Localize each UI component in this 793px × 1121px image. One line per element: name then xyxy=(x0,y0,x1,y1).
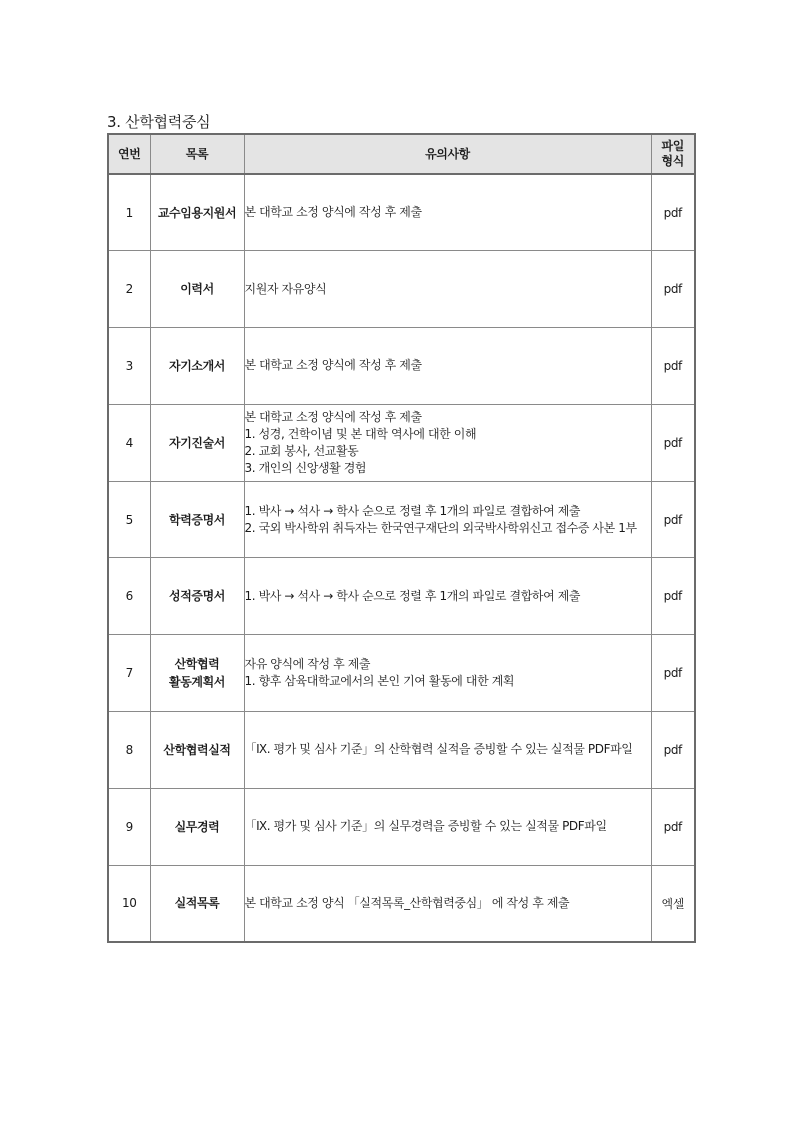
document-note xyxy=(244,174,651,251)
document-note xyxy=(244,404,651,481)
file-format: pdf xyxy=(651,328,695,405)
document-name xyxy=(150,404,244,481)
document-note xyxy=(244,635,651,712)
header-format xyxy=(651,134,695,174)
note-line: 자유 양식에 작성 후 제출 xyxy=(244,657,371,672)
table-row xyxy=(108,558,695,635)
section-title: 3. 산학협력중심 xyxy=(107,113,211,131)
row-number: 10 xyxy=(108,865,150,942)
file-format: pdf xyxy=(651,712,695,789)
document-name-line: 산학협력 xyxy=(174,657,220,672)
note-line: 2. 교회 봉사, 선교활동 xyxy=(244,443,359,458)
row-number: 5 xyxy=(108,481,150,558)
table-row xyxy=(108,251,695,328)
document-note xyxy=(244,558,651,635)
document-note xyxy=(244,712,651,789)
note-line: 본 대학교 소정 양식 「실적목록_산학협력중심」 에 작성 후 제출 xyxy=(244,895,570,910)
file-format: pdf xyxy=(651,174,695,251)
file-format: pdf xyxy=(651,558,695,635)
document-name-line: 성적증명서 xyxy=(169,589,225,604)
note-line: 2. 국외 박사학위 취득자는 한국연구재단의 외국박사학위신고 접수증 사본 1부 xyxy=(244,520,637,535)
document-name-line: 자기소개서 xyxy=(169,358,225,373)
document-name-line: 이력서 xyxy=(180,282,214,297)
row-number: 2 xyxy=(108,251,150,328)
note-line: 1. 박사 → 석사 → 학사 순으로 정렬 후 1개의 파일로 결합하여 제출 xyxy=(244,503,581,518)
documents-table xyxy=(107,133,696,943)
row-number: 9 xyxy=(108,788,150,865)
table-row xyxy=(108,174,695,251)
row-number: 3 xyxy=(108,328,150,405)
row-number: 7 xyxy=(108,635,150,712)
document-name-line: 실무경력 xyxy=(174,819,220,834)
table-row xyxy=(108,328,695,405)
document-note xyxy=(244,865,651,942)
header-note: 유의사항 xyxy=(244,134,651,174)
header-format-line2: 형식 xyxy=(661,154,684,168)
note-line: 1. 향후 삼육대학교에서의 본인 기여 활동에 대한 계획 xyxy=(244,674,515,689)
document-name-line: 산학협력실적 xyxy=(163,742,231,757)
row-number: 1 xyxy=(108,174,150,251)
document-name-line: 교수임용지원서 xyxy=(157,205,237,220)
document-name xyxy=(150,712,244,789)
note-line: 본 대학교 소정 양식에 작성 후 제출 xyxy=(244,205,422,220)
document-name-line: 활동계획서 xyxy=(169,675,225,690)
document-name-line: 자기진술서 xyxy=(169,435,225,450)
file-format: pdf xyxy=(651,404,695,481)
table-row xyxy=(108,635,695,712)
document-name xyxy=(150,558,244,635)
note-line: 1. 성경, 건학이념 및 본 대학 역사에 대한 이해 xyxy=(244,426,477,441)
document-note xyxy=(244,251,651,328)
note-line: 본 대학교 소정 양식에 작성 후 제출 xyxy=(244,358,422,373)
file-format: 엑셀 xyxy=(651,865,695,942)
document-note xyxy=(244,481,651,558)
table-row xyxy=(108,404,695,481)
document-name xyxy=(150,328,244,405)
document-name-line: 실적목록 xyxy=(174,896,220,911)
table-row xyxy=(108,865,695,942)
file-format: pdf xyxy=(651,635,695,712)
row-number: 4 xyxy=(108,404,150,481)
document-name-line: 학력증명서 xyxy=(169,512,225,527)
file-format: pdf xyxy=(651,788,695,865)
document-name xyxy=(150,481,244,558)
document-note xyxy=(244,788,651,865)
file-format: pdf xyxy=(651,481,695,558)
document-name xyxy=(150,865,244,942)
note-line: 「Ⅸ. 평가 및 심사 기준」의 산학협력 실적을 증빙할 수 있는 실적물 PDF파일 xyxy=(244,742,633,757)
header-name: 목록 xyxy=(150,134,244,174)
file-format: pdf xyxy=(651,251,695,328)
row-number: 8 xyxy=(108,712,150,789)
document-name xyxy=(150,174,244,251)
note-line: 1. 박사 → 석사 → 학사 순으로 정렬 후 1개의 파일로 결합하여 제출 xyxy=(244,588,581,603)
row-number: 6 xyxy=(108,558,150,635)
table-header-row xyxy=(108,134,695,174)
document-name xyxy=(150,251,244,328)
table-row xyxy=(108,481,695,558)
document-name xyxy=(150,635,244,712)
table-row xyxy=(108,712,695,789)
header-format-line1: 파일 xyxy=(661,139,684,153)
table-row xyxy=(108,788,695,865)
header-no: 연번 xyxy=(108,134,150,174)
note-line: 3. 개인의 신앙생활 경험 xyxy=(244,460,367,475)
document-note xyxy=(244,328,651,405)
document-name xyxy=(150,788,244,865)
note-line: 「Ⅸ. 평가 및 심사 기준」의 실무경력을 증빙할 수 있는 실적물 PDF파일 xyxy=(244,819,607,834)
note-line: 본 대학교 소정 양식에 작성 후 제출 xyxy=(244,409,422,424)
note-line: 지원자 자유양식 xyxy=(244,281,327,296)
